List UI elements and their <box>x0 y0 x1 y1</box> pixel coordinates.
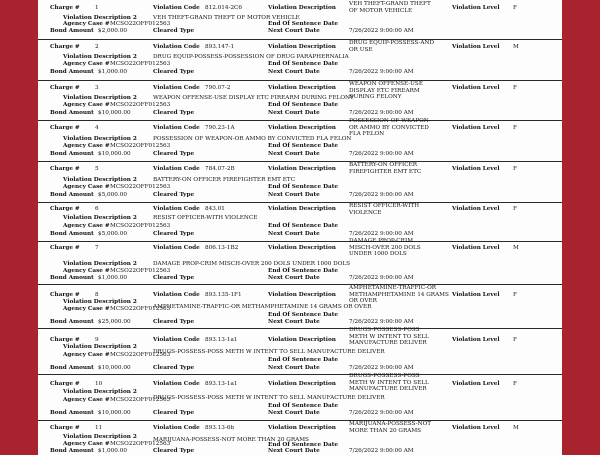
agency-case: MCSO22OFF012563 <box>110 21 171 27</box>
agency-case: MCSO22OFF012563 <box>110 143 171 149</box>
violation-level-label: Violation Level <box>452 166 500 172</box>
violation-level: F <box>513 292 517 298</box>
violation-description-label: Violation Description <box>268 425 336 431</box>
violation-description-right: DRUGS-POSSESS-POSS METH W INTENT TO SELL MANUFACTURE DELIVER <box>349 373 429 392</box>
violation-description-2-label: Violation Description 2 <box>63 95 137 101</box>
bond-amount-label: Bond Amount <box>50 448 94 454</box>
next-court-date-label: Next Court Date <box>268 365 320 371</box>
violation-level: F <box>513 381 517 387</box>
violation-level: M <box>513 245 519 251</box>
violation-description-2-label: Violation Description 2 <box>63 136 137 142</box>
violation-description-right: DAMAGE PROP-CRIM MISCH-OVER 200 DOLS UNDER 1000 DOLS <box>349 238 421 257</box>
next-court-date: 7/26/2022 9:00:00 AM <box>349 28 414 34</box>
bond-amount-label: Bond Amount <box>50 110 94 116</box>
bond-amount-label: Bond Amount <box>50 365 94 371</box>
agency-case-label: Agency Case # <box>63 352 110 358</box>
violation-code: 893.135-1F1 <box>205 292 242 298</box>
next-court-date-label: Next Court Date <box>268 319 320 325</box>
agency-case: MCSO22OFF012563 <box>110 268 171 274</box>
agency-case: MCSO22OFF012563 <box>110 61 171 67</box>
charge-record <box>38 120 562 162</box>
bond-amount: $1,000.00 <box>98 448 127 454</box>
end-of-sentence-label: End Of Sentence Date <box>268 312 338 318</box>
violation-level-label: Violation Level <box>452 425 500 431</box>
next-court-date-label: Next Court Date <box>268 69 320 75</box>
violation-description-label: Violation Description <box>268 5 336 11</box>
violation-description-right: DRUG EQUIP-POSSESS-AND OR USE <box>349 40 435 53</box>
violation-description-2-label: Violation Description 2 <box>63 299 137 305</box>
violation-description-text: RESIST OFFICER-WITH VIOLENCE <box>153 215 258 221</box>
next-court-date: 7/26/2022 9:00:00 AM <box>349 69 414 75</box>
violation-code: 812.014-2C6 <box>205 5 243 11</box>
bond-amount-label: Bond Amount <box>50 28 94 34</box>
violation-code-label: Violation Code <box>153 125 200 131</box>
next-court-date: 7/26/2022 9:00:00 AM <box>349 365 414 371</box>
violation-description-right: DRUGS-POSSESS-POSS METH W INTENT TO SELL MANUFACTURE DELIVER <box>349 327 429 346</box>
end-of-sentence-label: End Of Sentence Date <box>268 442 338 448</box>
violation-level: F <box>513 125 517 131</box>
next-court-date: 7/26/2022 9:00:00 AM <box>349 110 414 116</box>
charge-record <box>38 202 562 242</box>
violation-description-2-label: Violation Description 2 <box>63 261 137 267</box>
bond-amount-label: Bond Amount <box>50 231 94 237</box>
next-court-date: 7/26/2022 9:00:00 AM <box>349 319 414 325</box>
violation-description-2-label: Violation Description 2 <box>63 15 137 21</box>
cleared-type-label: Cleared Type <box>153 319 195 325</box>
charge-record <box>38 39 562 81</box>
violation-description-text: BATTERY-ON OFFICER FIREFIGHTER EMT ETC <box>153 177 296 183</box>
charge-record <box>38 161 562 203</box>
bond-amount: $10,000.00 <box>98 151 131 157</box>
charge-number: 10 <box>95 381 103 387</box>
violation-code-label: Violation Code <box>153 337 200 343</box>
cleared-type-label: Cleared Type <box>153 69 195 75</box>
next-court-date: 7/26/2022 9:00:00 AM <box>349 192 414 198</box>
violation-description-right: AMPHETAMINE-TRAFFIC-OR METHAMPHETAMINE 14 GRAMS OR OVER <box>349 285 449 304</box>
charge-number: 8 <box>95 292 99 298</box>
end-of-sentence-label: End Of Sentence Date <box>268 184 338 190</box>
charges-sheet <box>38 0 562 455</box>
agency-case: MCSO22OFF012563 <box>110 306 171 312</box>
charge-record <box>38 328 562 375</box>
bond-amount: $2,000.00 <box>98 28 127 34</box>
agency-case: MCSO22OFF012563 <box>110 223 171 229</box>
violation-code-label: Violation Code <box>153 5 200 11</box>
next-court-date: 7/26/2022 9:00:00 AM <box>349 151 414 157</box>
violation-description-text: DAMAGE PROP-CRIM MISCH-OVER 200 DOLS UNDER 1000 DOLS <box>153 261 351 267</box>
agency-case-label: Agency Case # <box>63 268 110 274</box>
violation-description-2-label: Violation Description 2 <box>63 54 137 60</box>
violation-description-right: POSSESSION OF WEAPON-OR AMMO BY CONVICTED FLA FELON <box>349 118 431 137</box>
violation-description-text: AMPHETAMINE-TRAFFIC-OR METHAMPHETAMINE 14 GRAMS OR OVER <box>153 304 372 310</box>
violation-code: 893.147-1 <box>205 44 235 50</box>
bond-amount-label: Bond Amount <box>50 319 94 325</box>
violation-code-label: Violation Code <box>153 245 200 251</box>
charge-number: 6 <box>95 206 99 212</box>
violation-code: 893.13-6b <box>205 425 235 431</box>
violation-level: M <box>513 44 519 50</box>
bond-amount: $10,000.00 <box>98 110 131 116</box>
end-of-sentence-label: End Of Sentence Date <box>268 21 338 27</box>
end-of-sentence-label: End Of Sentence Date <box>268 223 338 229</box>
violation-code: 790.07-2 <box>205 85 231 91</box>
violation-description-label: Violation Description <box>268 245 336 251</box>
violation-description-2-label: Violation Description 2 <box>63 344 137 350</box>
violation-code-label: Violation Code <box>153 85 200 91</box>
next-court-date-label: Next Court Date <box>268 110 320 116</box>
charge-label: Charge # <box>50 125 80 131</box>
cleared-type-label: Cleared Type <box>153 231 195 237</box>
violation-level-label: Violation Level <box>452 44 500 50</box>
violation-level: F <box>513 5 517 11</box>
violation-description-right: WEAPON OFFENSE-USE DISPLAY ETC FIREARM DURING FELONY <box>349 81 423 100</box>
violation-description-text: DRUGS-POSSESS-POSS METH W INTENT TO SELL MANUFACTURE DELIVER <box>153 349 385 355</box>
violation-description-text: WEAPON OFFENSE-USE DISPLAY ETC FIREARM DURING FELONY <box>153 95 354 101</box>
violation-description-2-label: Violation Description 2 <box>63 215 137 221</box>
charge-label: Charge # <box>50 425 80 431</box>
violation-code-label: Violation Code <box>153 166 200 172</box>
end-of-sentence-label: End Of Sentence Date <box>268 143 338 149</box>
agency-case: MCSO22OFF012563 <box>110 397 171 403</box>
charge-record <box>38 0 562 40</box>
cleared-type-label: Cleared Type <box>153 192 195 198</box>
bond-amount-label: Bond Amount <box>50 192 94 198</box>
charge-label: Charge # <box>50 206 80 212</box>
violation-code: 806.13-1B2 <box>205 245 239 251</box>
agency-case-label: Agency Case # <box>63 306 110 312</box>
charge-record <box>38 284 562 329</box>
bond-amount: $5,000.00 <box>98 231 127 237</box>
bond-amount: $5,000.00 <box>98 192 127 198</box>
charge-record <box>38 420 562 455</box>
agency-case-label: Agency Case # <box>63 184 110 190</box>
bond-amount: $1,000.00 <box>98 69 127 75</box>
violation-code-label: Violation Code <box>153 206 200 212</box>
violation-description-label: Violation Description <box>268 166 336 172</box>
charge-number: 3 <box>95 85 99 91</box>
next-court-date-label: Next Court Date <box>268 448 320 454</box>
violation-description-right: RESIST OFFICER-WITH VIOLENCE <box>349 203 420 216</box>
cleared-type-label: Cleared Type <box>153 151 195 157</box>
violation-description-right: VEH THEFT-GRAND THEFT OF MOTOR VEHICLE <box>349 1 431 14</box>
charge-number: 11 <box>95 425 103 431</box>
bond-amount: $25,000.00 <box>98 319 131 325</box>
charge-label: Charge # <box>50 85 80 91</box>
next-court-date: 7/26/2022 9:00:00 AM <box>349 448 414 454</box>
next-court-date: 7/26/2022 9:00:00 AM <box>349 410 414 416</box>
violation-code-label: Violation Code <box>153 381 200 387</box>
violation-code: 893.13-1a1 <box>205 337 238 343</box>
next-court-date-label: Next Court Date <box>268 410 320 416</box>
violation-code: 784.07-2B <box>205 166 235 172</box>
violation-level-label: Violation Level <box>452 381 500 387</box>
violation-level: F <box>513 85 517 91</box>
violation-level-label: Violation Level <box>452 125 500 131</box>
charge-label: Charge # <box>50 166 80 172</box>
violation-description-text: DRUG EQUIP-POSSESS-POSSESSION OF DRUG PARAPHERNALIA <box>153 54 349 60</box>
next-court-date-label: Next Court Date <box>268 28 320 34</box>
agency-case-label: Agency Case # <box>63 223 110 229</box>
charge-label: Charge # <box>50 381 80 387</box>
cleared-type-label: Cleared Type <box>153 410 195 416</box>
cleared-type-label: Cleared Type <box>153 275 195 281</box>
violation-description-text: POSSESSION OF WEAPON-OR AMMO BY CONVICTED FLA FELON <box>153 136 352 142</box>
charge-label: Charge # <box>50 292 80 298</box>
bond-amount: $10,000.00 <box>98 365 131 371</box>
bond-amount: $10,000.00 <box>98 410 131 416</box>
violation-code-label: Violation Code <box>153 425 200 431</box>
cleared-type-label: Cleared Type <box>153 110 195 116</box>
cleared-type-label: Cleared Type <box>153 365 195 371</box>
violation-level: F <box>513 206 517 212</box>
charge-number: 7 <box>95 245 99 251</box>
violation-code-label: Violation Code <box>153 44 200 50</box>
violation-description-right: MARIJUANA-POSSESS-NOT MORE THAN 20 GRAMS <box>349 421 432 434</box>
charge-record <box>38 80 562 121</box>
violation-code: 790.23-1A <box>205 125 235 131</box>
violation-description-label: Violation Description <box>268 44 336 50</box>
violation-description-text: DRUGS-POSSESS-POSS METH W INTENT TO SELL MANUFACTURE DELIVER <box>153 395 385 401</box>
bond-amount-label: Bond Amount <box>50 275 94 281</box>
violation-description-2-label: Violation Description 2 <box>63 434 137 440</box>
end-of-sentence-label: End Of Sentence Date <box>268 61 338 67</box>
bond-amount-label: Bond Amount <box>50 151 94 157</box>
violation-description-label: Violation Description <box>268 381 336 387</box>
cleared-type-label: Cleared Type <box>153 28 195 34</box>
next-court-date-label: Next Court Date <box>268 192 320 198</box>
violation-description-2-label: Violation Description 2 <box>63 177 137 183</box>
violation-code: 893.13-1a1 <box>205 381 238 387</box>
charge-label: Charge # <box>50 245 80 251</box>
violation-description-label: Violation Description <box>268 206 336 212</box>
charge-number: 1 <box>95 5 99 11</box>
charge-label: Charge # <box>50 337 80 343</box>
violation-level-label: Violation Level <box>452 337 500 343</box>
charge-number: 5 <box>95 166 99 172</box>
violation-level: M <box>513 425 519 431</box>
agency-case-label: Agency Case # <box>63 21 110 27</box>
violation-level-label: Violation Level <box>452 85 500 91</box>
next-court-date-label: Next Court Date <box>268 275 320 281</box>
violation-level: F <box>513 337 517 343</box>
agency-case-label: Agency Case # <box>63 397 110 403</box>
next-court-date-label: Next Court Date <box>268 231 320 237</box>
charge-record <box>38 374 562 421</box>
charge-number: 2 <box>95 44 99 50</box>
violation-description-2-label: Violation Description 2 <box>63 389 137 395</box>
violation-level: F <box>513 166 517 172</box>
violation-code: 843.01 <box>205 206 225 212</box>
violation-description-text: MARIJUANA-POSSESS-NOT MORE THAN 20 GRAMS <box>153 437 309 443</box>
next-court-date: 7/26/2022 9:00:00 AM <box>349 275 414 281</box>
violation-description-right: BATTERY-ON OFFICER FIREFIGHTER EMT ETC <box>349 162 422 175</box>
violation-level-label: Violation Level <box>452 206 500 212</box>
end-of-sentence-label: End Of Sentence Date <box>268 403 338 409</box>
violation-description-label: Violation Description <box>268 85 336 91</box>
agency-case-label: Agency Case # <box>63 143 110 149</box>
violation-description-label: Violation Description <box>268 292 336 298</box>
violation-description-text: VEH THEFT-GRAND THEFT OF MOTOR VEHICLE <box>153 15 300 21</box>
charge-record <box>38 238 562 285</box>
agency-case-label: Agency Case # <box>63 61 110 67</box>
end-of-sentence-label: End Of Sentence Date <box>268 357 338 363</box>
violation-level-label: Violation Level <box>452 245 500 251</box>
end-of-sentence-label: End Of Sentence Date <box>268 102 338 108</box>
agency-case: MCSO22OFF012563 <box>110 441 171 447</box>
cleared-type-label: Cleared Type <box>153 448 195 454</box>
charge-label: Charge # <box>50 5 80 11</box>
agency-case: MCSO22OFF012563 <box>110 352 171 358</box>
violation-code-label: Violation Code <box>153 292 200 298</box>
next-court-date-label: Next Court Date <box>268 151 320 157</box>
bond-amount-label: Bond Amount <box>50 69 94 75</box>
charge-label: Charge # <box>50 44 80 50</box>
violation-level-label: Violation Level <box>452 292 500 298</box>
violation-description-label: Violation Description <box>268 125 336 131</box>
agency-case-label: Agency Case # <box>63 102 110 108</box>
bond-amount: $1,000.00 <box>98 275 127 281</box>
next-court-date: 7/26/2022 9:00:00 AM <box>349 231 414 237</box>
violation-level-label: Violation Level <box>452 5 500 11</box>
charge-number: 9 <box>95 337 99 343</box>
agency-case-label: Agency Case # <box>63 441 110 447</box>
charge-number: 4 <box>95 125 99 131</box>
end-of-sentence-label: End Of Sentence Date <box>268 268 338 274</box>
bond-amount-label: Bond Amount <box>50 410 94 416</box>
agency-case: MCSO22OFF012563 <box>110 184 171 190</box>
violation-description-label: Violation Description <box>268 337 336 343</box>
agency-case: MCSO22OFF012563 <box>110 102 171 108</box>
